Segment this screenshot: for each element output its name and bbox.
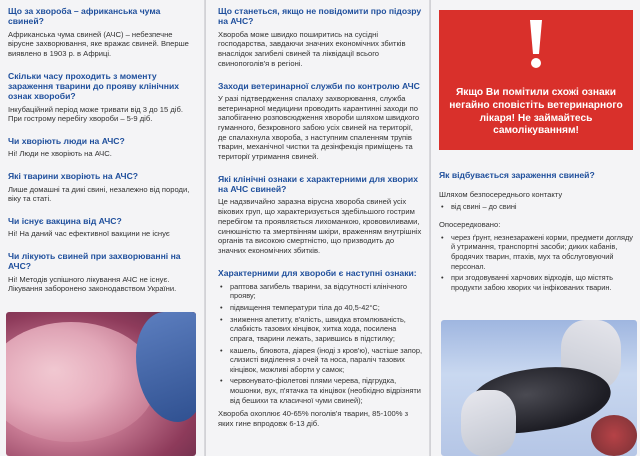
direct-contact-label: Шляхом безпосереднього контакту [439, 190, 563, 200]
indirect-list [439, 233, 635, 293]
photo-glove [461, 390, 516, 456]
indirect-label: Опосередковано: [439, 219, 501, 229]
faq-block [8, 216, 197, 239]
faq-answer: Ні! На даний час ефективної вакцини не існує [8, 229, 170, 239]
list-item: • раптова загибель тварини, за відсутності клінічного прояву; [218, 282, 422, 301]
faq-question: Як відбувається зараження свиней? [439, 170, 595, 180]
faq-question: Чи лікують свиней при захворюванні на АЧС? [8, 250, 181, 272]
faq-block [8, 251, 197, 294]
faq-question: Які тварини хворіють на АЧС? [8, 171, 139, 182]
faq-block [218, 81, 422, 162]
column-middle [205, 0, 430, 456]
signs-heading: Характерними для хвороби є наступні ознаки: [218, 267, 417, 278]
photo-skin-area [6, 322, 156, 442]
faq-answer: Лише домашні та дикі свині, незалежно від породи, віку та статі. [8, 184, 190, 204]
pig-skin-lesion-photo [6, 312, 196, 456]
faq-block [218, 174, 422, 256]
column-left [0, 0, 205, 456]
list-item: • зниження апетиту, в'ялість, швидка втомлюваність, слабкість тазових кінцівок, хитка хода, посилена спрага, тварини лежать, зарившись в підстилку; [218, 315, 422, 344]
transmission-section [439, 170, 635, 294]
photo-blood [591, 415, 637, 456]
mortality-note: Хвороба охоплює 40-65% поголів'я тварин, 85-100% з яких гине впродовж 6-13 діб. [218, 409, 409, 428]
list-item: • через ґрунт, незнезаражені корми, предмети догляду й утримання, транспортні засоби; диких кабанів, бродячих тварин, птахів, мух та обслуговуючий персонал. [439, 233, 635, 272]
faq-question: Скільки часу проходить з моменту зараження тварини до прояву клінічних ознак хвороби? [8, 70, 180, 102]
faq-block [8, 71, 197, 124]
faq-block [8, 171, 197, 204]
faq-question: Чи хворіють люди на АЧС? [8, 136, 125, 147]
faq-answer: Хвороба може швидко поширитись на сусідні господарства, завдаючи значних економічних збитків внаслідок загибелі свиней та ліквідації всього свинопоголів'я в регіоні. [218, 29, 406, 68]
faq-question: Заходи ветеринарної служби по контролю АЧС [218, 80, 420, 91]
faq-answer: Африканська чума свиней (АЧС) – небезпечне вірусне захворювання, яке вражає свиней. Вперше виявлено в 1903 р. в Африці. [8, 29, 189, 59]
faq-question: Які клінічні ознаки є характерними для хворих на АЧС свиней? [218, 173, 418, 195]
faq-block [8, 136, 197, 159]
list-item: • від свині – до свині [439, 202, 635, 212]
faq-answer: Це надзвичайно заразна вірусна хвороба свиней усіх вікових груп, що характеризується здебільшого гострим перебігом та проявляється лихоманкою, крововиливами, синюшністю та змертвінням шкіри, враженням внутрішніх органів та високою смертністю, що призводить до значних економічних збитків. [218, 197, 422, 256]
faq-answer: У разі підтвердження спалаху захворювання, служба ветеринарної медицини проводить карантинні заходи по запобіганню розповсюдження хвороби шляхом швидкого гуманного, безкровного забою усіх свиней на території, де спалахнула хвороба, з наступним спаленням трупів тварин, механічної чистки та дезінфекція приміщень та території утримання свиней. [218, 93, 420, 162]
faq-question: Що станеться, якщо не повідомити про підозру на АЧС? [218, 6, 422, 27]
list-item: • при згодовуванні харчових відходів, що містять продукти забою хворих чи інфікованих тварин. [439, 273, 635, 292]
alert-box [439, 10, 633, 150]
direct-list [439, 202, 635, 212]
alert-text: Якщо Ви помітили схожі ознаки негайно сповістіть ветеринарного лікаря! Не займайтесь самолікуванням! [449, 87, 623, 137]
signs-list [218, 282, 422, 406]
pig-organ-photo [441, 320, 637, 456]
faq-question: Чи існує вакцина від АЧС? [8, 215, 122, 226]
faq-block [8, 6, 197, 59]
list-item: • кашель, блювота, діарея (іноді з кров'ю), частіше запор, слизисті виділення з очей та носа, параліч тазових кінцівок, можливі аборти у самок; [218, 346, 422, 375]
faq-answer: Ні! Люди не хворіють на АЧС. [8, 149, 112, 159]
faq-block [218, 6, 422, 69]
faq-question: Що за хвороба – африканська чума свиней? [8, 6, 161, 27]
column-right [430, 0, 640, 456]
list-item: • червонувато-фіолетові плями черева, підгрудка, мошонки, вух, п'ятачка та кінцівок (необхідно відрізняти від бешихи та класичної чуми свиней); [218, 376, 422, 405]
list-item: • підвищення температури тіла до 40,5-42°С; [218, 303, 422, 313]
exclamation-icon [524, 20, 548, 70]
faq-answer: Інкубаційний період може тривати від 3 до 15 діб. При гострому перебігу хвороби – 5-9 діб. [8, 104, 183, 124]
faq-answer: Ні! Методів успішного лікування АЧС не існує. Лікування заборонено законодавством України. [8, 274, 177, 294]
